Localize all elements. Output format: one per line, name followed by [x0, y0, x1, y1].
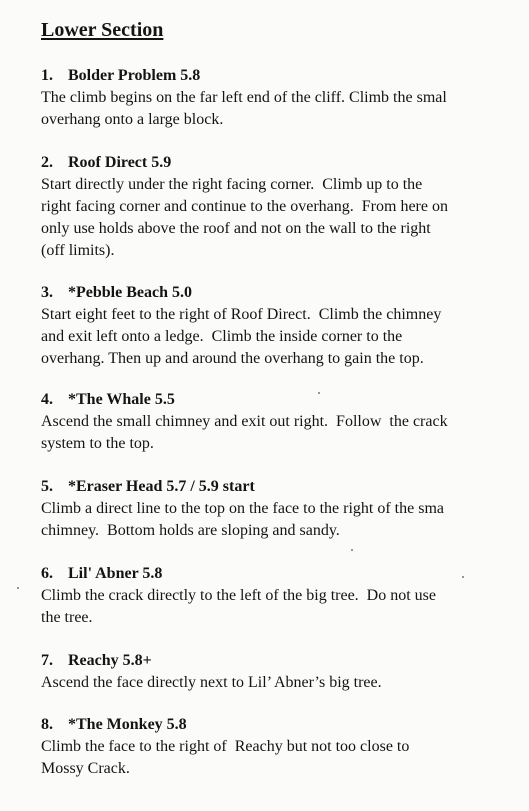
route-title	[41, 476, 529, 498]
route-name: *The Monkey 5.8	[68, 716, 187, 733]
route-description-line: The climb begins on the far left end of the cliff. Climb the smal	[41, 89, 447, 106]
route-description-line: chimney. Bottom holds are sloping and sandy.	[41, 522, 340, 539]
route-title	[41, 65, 529, 87]
route-number: 5.	[41, 478, 53, 495]
route-6	[41, 563, 529, 629]
route-7	[41, 650, 529, 694]
scan-speck	[462, 576, 464, 578]
route-description-line: Start eight feet to the right of Roof Direct. Climb the chimney	[41, 306, 442, 323]
route-title	[41, 282, 529, 304]
route-title	[41, 389, 529, 411]
route-number: 7.	[41, 652, 53, 669]
route-title	[41, 563, 529, 585]
route-number: 6.	[41, 565, 53, 582]
route-description-line: Ascend the face directly next to Lil’ Abner’s big tree.	[41, 674, 382, 691]
route-name: Bolder Problem 5.8	[68, 67, 201, 84]
route-description-line: and exit left onto a ledge. Climb the inside corner to the	[41, 328, 403, 345]
route-number: 3.	[41, 284, 53, 301]
route-description-line: Climb the crack directly to the left of the big tree. Do not use	[41, 587, 436, 604]
scan-speck	[318, 392, 320, 394]
route-3	[41, 282, 529, 370]
route-description-line: the tree.	[41, 609, 93, 626]
route-description-line: Mossy Crack.	[41, 760, 130, 777]
route-title	[41, 650, 529, 672]
scan-speck	[17, 587, 19, 589]
route-8	[41, 714, 529, 780]
route-description-line: overhang onto a large block.	[41, 111, 224, 128]
route-name: Reachy 5.8+	[68, 652, 152, 669]
route-description-line: Start directly under the right facing corner. Climb up to the	[41, 176, 423, 193]
route-name: Lil' Abner 5.8	[68, 565, 163, 582]
route-number: 4.	[41, 391, 53, 408]
route-description-line: Climb a direct line to the top on the face to the right of the sma	[41, 500, 444, 517]
route-name: Roof Direct 5.9	[68, 154, 172, 171]
route-description-line: (off limits).	[41, 242, 115, 259]
route-description-line: Ascend the small chimney and exit out right. Follow the crack	[41, 413, 448, 430]
scan-speck	[351, 549, 353, 551]
route-number: 8.	[41, 716, 53, 733]
route-name: *Pebble Beach 5.0	[68, 284, 192, 301]
route-description-line: only use holds above the roof and not on the wall to the right	[41, 220, 431, 237]
route-number: 2.	[41, 154, 53, 171]
route-description-line: system to the top.	[41, 435, 154, 452]
route-description-line: overhang. Then up and around the overhang to gain the top.	[41, 350, 424, 367]
route-name: *Eraser Head 5.7 / 5.9 start	[68, 478, 255, 495]
route-description-line: right facing corner and continue to the overhang. From here on	[41, 198, 448, 215]
route-number: 1.	[41, 67, 53, 84]
section-title: Lower Section	[41, 19, 164, 41]
route-4	[41, 389, 529, 455]
route-title	[41, 152, 529, 174]
route-5	[41, 476, 529, 542]
route-title	[41, 714, 529, 736]
route-name: *The Whale 5.5	[68, 391, 175, 408]
route-description-line: Climb the face to the right of Reachy but not too close to	[41, 738, 410, 755]
route-1	[41, 65, 529, 131]
route-2	[41, 152, 529, 262]
